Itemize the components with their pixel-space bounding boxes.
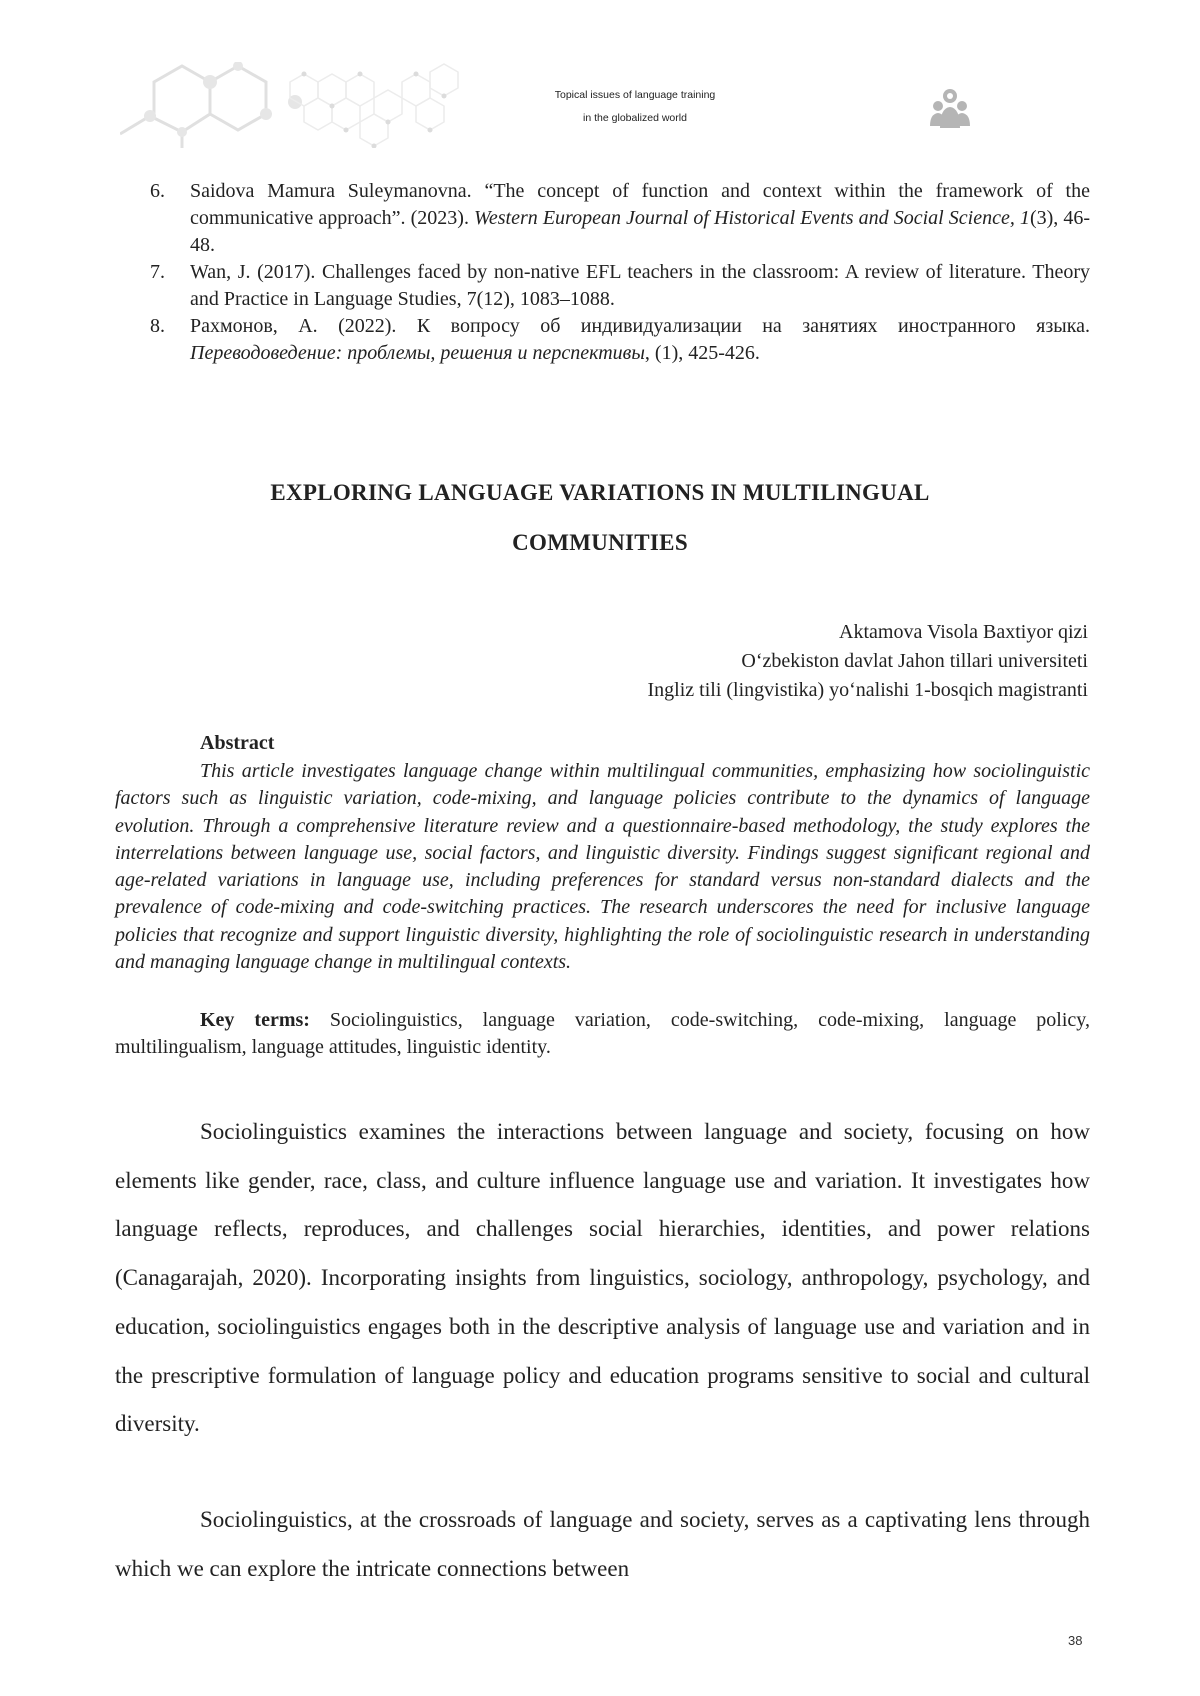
key-terms bbox=[115, 1007, 1090, 1061]
reference-list bbox=[150, 178, 1090, 367]
reference-item bbox=[150, 313, 1090, 367]
article-title-line1: EXPLORING LANGUAGE VARIATIONS IN MULTILINGUAL bbox=[270, 480, 930, 505]
reference-text-tail: , (1), 425-426. bbox=[644, 342, 760, 364]
reference-journal: Переводоведение: проблемы, решения и перспективы bbox=[190, 342, 645, 364]
reference-item bbox=[150, 259, 1090, 313]
abstract-text: This article investigates language change within multilingual communities, emphasizing how sociolinguistic factors such as linguistic variation, code-mixing, and language policies contribute to the dynamics of language evolution. Through a comprehensive literature review and a questionnaire-based methodology, the study explores the interrelations between language use, social factors, and linguistic diversity. Findings suggest significant regional and age-related variations in language use, including preferences for standard versus non-standard dialects and the prevalence of code-mixing and code-switching practices. The research underscores the need for inclusive language policies that recognize and support linguistic diversity, highlighting the role of sociolinguistic research in understanding and managing language change in multilingual contexts. bbox=[115, 760, 1090, 974]
reference-number: 6. bbox=[150, 180, 165, 202]
running-header bbox=[520, 84, 750, 130]
article-title-line2: COMMUNITIES bbox=[512, 530, 688, 555]
journal-title-line1: Topical issues of language training bbox=[554, 89, 716, 101]
article-title bbox=[115, 468, 1085, 568]
molecule-pattern-decoration bbox=[120, 62, 465, 148]
reference-number: 8. bbox=[150, 315, 165, 337]
journal-title-line2: in the globalized world bbox=[583, 112, 687, 124]
author-name: Aktamova Visola Baxtiyor qizi bbox=[839, 621, 1088, 643]
abstract-heading: Abstract bbox=[200, 732, 275, 754]
key-terms-label: Key terms: bbox=[200, 1009, 310, 1031]
author-block bbox=[648, 618, 1089, 705]
reference-text: Рахмонов, А. (2022). К вопросу об индивидуализации на занятиях иностранного языка. bbox=[190, 315, 1090, 337]
people-group-icon bbox=[928, 86, 972, 130]
body-paragraph-1: Sociolinguistics examines the interactions between language and society, focusing on how elements like gender, race, class, and culture influence language use and variation. It investigates how language reflects, reproduces, and challenges social hierarchies, identities, and power relations (Canagarajah, 2020). Incorporating insights from linguistics, sociology, anthropology, psychology, and education, sociolinguistics engages both in the descriptive analysis of language use and variation and in the prescriptive formulation of language policy and education programs sensitive to social and cultural diversity. bbox=[115, 1119, 1090, 1437]
reference-text: Saidova Mamura Suleymanovna. “The concept of function and context within the framework of the communicative approach”. (2023). bbox=[190, 180, 1090, 229]
author-affiliation: O‘zbekiston davlat Jahon tillari universiteti bbox=[741, 650, 1088, 672]
reference-text: Wan, J. (2017). Challenges faced by non-native EFL teachers in the classroom: A review of literature. Theory and Practice in Language Studies, 7(12), 1083–1088. bbox=[190, 261, 1090, 310]
reference-item bbox=[150, 178, 1090, 259]
reference-number: 7. bbox=[150, 261, 165, 283]
reference-text-tail: (3), 46-48. bbox=[190, 207, 1091, 256]
key-terms-text: Sociolinguistics, language variation, code-switching, code-mixing, language policy, multilingualism, language attitudes, linguistic identity. bbox=[115, 1009, 1090, 1058]
author-position: Ingliz tili (lingvistika) yo‘nalishi 1-bosqich magistranti bbox=[647, 679, 1088, 701]
body-paragraph-2: Sociolinguistics, at the crossroads of language and society, serves as a captivating lens through which we can explore the intricate connections between bbox=[115, 1507, 1090, 1581]
reference-journal: Western European Journal of Historical Events and Social Science, 1 bbox=[474, 207, 1030, 229]
page-number: 38 bbox=[1068, 1633, 1083, 1648]
